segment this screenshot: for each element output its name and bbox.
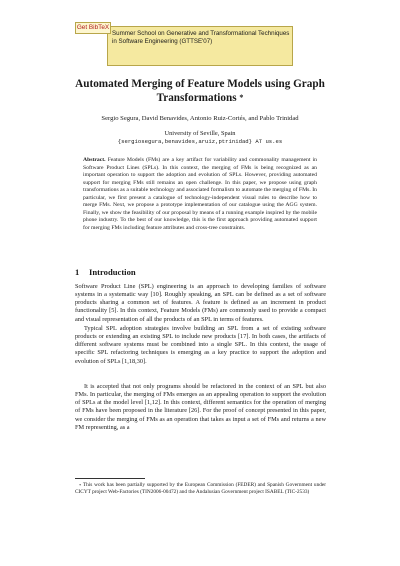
affiliation-block [40,130,360,145]
abstract-text: Feature Models (FMs) are a key artifact for variability and commonality management in Software Product Lines (SPLs). In this context, the merging of FMs is being recognized as an important operation to support the adoption and evolution of SPLs. However, providing automated support for merging FMs still remains an open challenge. In this paper, we propose using graph transformations as a suitable technology and associated formalism to automate the merging of FMs. In particular, we first present a catalogue of technology-independent visual rules to describe how to merge FMs. Next, we propose a prototype implementation of our catalogue using the AGG system. Finally, we show the feasibility of our proposal by means of a running example inspired by the mobile phone industry. To the best of our knowledge, this is the first approach providing automated support for merging FMs including feature attributes and cross-tree constraints. [83,157,317,231]
paper-title [60,77,340,105]
get-bibtex-button[interactable]: Get BibTeX [75,22,111,34]
footnote-divider [75,478,145,479]
footnote-text: This work has been partially supported by the European Commission (FEDER) and Spanish Government under CICYT project Web-Factories (TIN2006-00472) and the Andalusian Government project ISABEL (TIC-2533) [75,482,326,495]
intro-paragraph-1: Software Product Line (SPL) engineering is an approach to developing families of software systems in a systematic way [10]. Roughly speaking, an SPL can be defined as a set of software products sharing a common set of features. A feature is defined as an increment in product functionality [5]. In this context, Feature Models (FMs) are commonly used to provide a compact and visual representation of all the products of an SPL in terms of features. [75,283,326,323]
affiliation: University of Seville, Spain [164,130,236,137]
section-title: Introduction [89,267,136,277]
section-number: 1 [75,267,80,277]
conference-banner [107,26,293,66]
abstract-lead: Abstract. [83,157,106,163]
section-heading [75,267,325,277]
abstract [83,157,317,232]
funding-footnote [75,482,326,496]
title-footnote-mark: * [239,93,244,102]
conference-banner-text: Summer School on Generative and Transformational Techniques in Software Engineering (GTTSE'07) [112,30,290,45]
intro-paragraph-3: It is accepted that not only programs should be refactored in the context of an SPL but also FMs. In particular, the merging of FMs emerges as an appealing operation to support the evolution of SPLs at the model level [1,12]. In this context, different semantics for the operation of merging of FMs have been proposed in the literature [26]. For the proof of concept presented in this paper, we consider the merging of FMs as an operation that takes as input a set of FMs and returns a new FM representing, as a [75,383,326,431]
intro-paragraph-2: Typical SPL adoption strategies involve building an SPL from a set of existing software products or extending an existing SPL to include new products [17]. In both cases, the artifacts of different software systems must be combined into a single SPL. In this context, the usage of specific SPL refactoring techniques is emerging as a key practice to support the adoption and evolution of SPLs [1,18,30]. [75,325,326,365]
author-list: Sergio Segura, David Benavides, Antonio Ruiz-Cortés, and Pablo Trinidad [101,115,299,122]
author-emails: {sergiosegura,benavides,aruiz,ptrinidad} AT us.es [117,137,283,145]
paper-title-text: Automated Merging of Feature Models using Graph Transformations [75,78,325,104]
footnote-mark: * [79,483,82,488]
